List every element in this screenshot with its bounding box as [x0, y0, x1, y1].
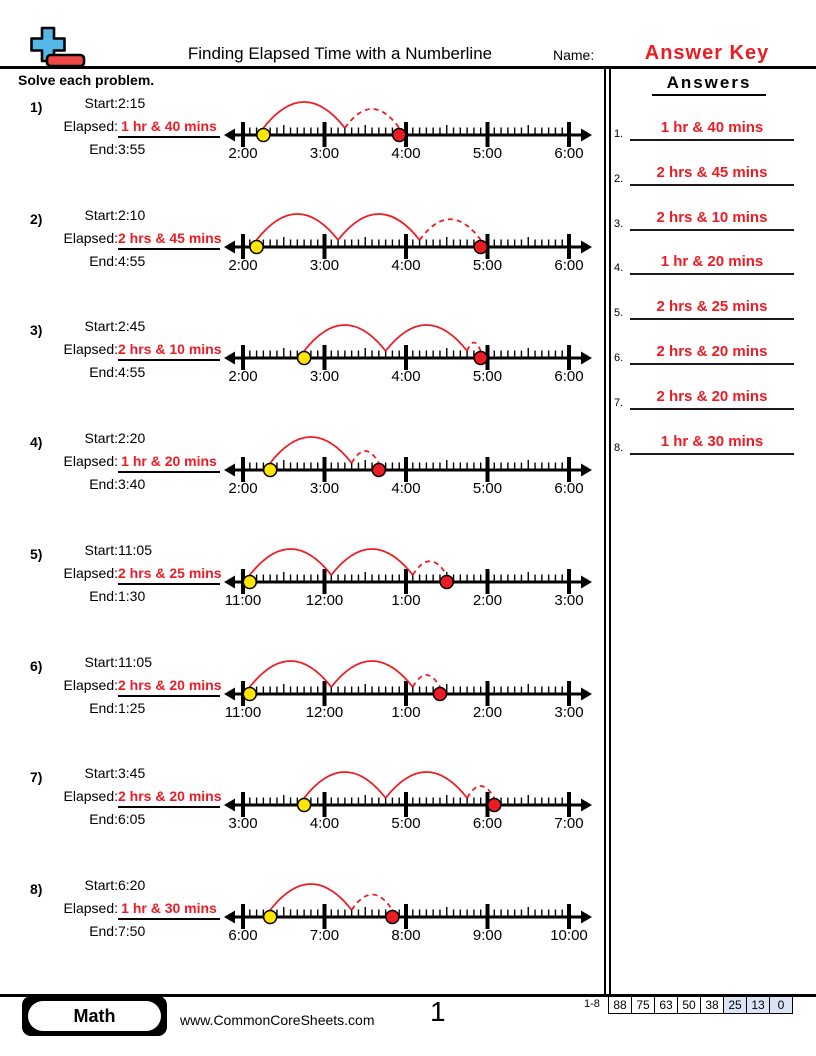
- answers-divider-line: [604, 68, 606, 995]
- score-cell: 75: [631, 996, 655, 1014]
- svg-text:6:00: 6:00: [554, 368, 584, 386]
- svg-text:5:00: 5:00: [391, 815, 421, 833]
- end-row: [0, 253, 145, 269]
- elapsed-row: [0, 118, 220, 138]
- elapsed-value: 1 hr & 30 mins: [118, 900, 220, 920]
- elapsed-label: Elapsed:: [63, 564, 118, 581]
- end-row: [0, 700, 145, 716]
- start-row: [0, 95, 145, 111]
- answer-value: 2 hrs & 20 mins: [630, 343, 794, 365]
- problem-block: [0, 877, 600, 989]
- plus-minus-logo-icon: [28, 26, 92, 70]
- end-row: [0, 588, 145, 604]
- answer-item: [610, 253, 810, 283]
- score-cell: 38: [700, 996, 724, 1014]
- elapsed-value: 2 hrs & 10 mins: [118, 341, 220, 361]
- answers-divider-line: [609, 68, 611, 995]
- start-label: Start:: [84, 95, 118, 111]
- numberline: [223, 318, 593, 386]
- problem-block: [0, 318, 600, 430]
- end-value: 1:30: [118, 587, 146, 604]
- numberline: [223, 430, 593, 498]
- problem-number: 5): [30, 545, 43, 562]
- numberline: [223, 654, 593, 722]
- end-label: End:: [89, 476, 118, 493]
- elapsed-row: [0, 453, 220, 473]
- elapsed-row: [0, 677, 220, 697]
- svg-text:3:00: 3:00: [309, 368, 340, 386]
- svg-text:3:00: 3:00: [309, 145, 340, 162]
- elapsed-row: [0, 565, 220, 585]
- instruction-text: Solve each problem.: [18, 72, 155, 88]
- score-cell: 63: [654, 996, 678, 1014]
- header-divider: [0, 66, 816, 69]
- svg-text:7:00: 7:00: [309, 926, 340, 944]
- problem-number: 1): [30, 99, 43, 115]
- score-cell: 50: [677, 996, 701, 1014]
- start-value: 2:15: [118, 95, 146, 111]
- elapsed-label: Elapsed:: [63, 341, 118, 358]
- answer-value: 1 hr & 40 mins: [630, 119, 794, 141]
- score-cell: 25: [723, 996, 747, 1014]
- svg-text:2:00: 2:00: [228, 256, 258, 274]
- answer-number: 2.: [614, 172, 624, 185]
- elapsed-row: [0, 900, 220, 920]
- start-row: [0, 654, 152, 670]
- svg-text:4:00: 4:00: [391, 480, 421, 498]
- elapsed-value: 1 hr & 40 mins: [118, 118, 220, 138]
- name-label: Name:: [553, 47, 595, 63]
- svg-text:5:00: 5:00: [472, 480, 503, 498]
- svg-text:6:00: 6:00: [228, 926, 258, 944]
- start-value: 6:20: [118, 876, 146, 893]
- answer-item: [610, 298, 810, 328]
- svg-text:6:00: 6:00: [554, 145, 584, 162]
- numberline: [223, 207, 593, 275]
- logo-minus-shape: [47, 55, 84, 66]
- start-label: Start:: [84, 653, 118, 670]
- start-value: 2:10: [118, 206, 146, 223]
- problem-number: 2): [30, 210, 43, 227]
- svg-text:1:00: 1:00: [391, 703, 421, 721]
- svg-text:4:00: 4:00: [391, 145, 421, 162]
- problem-number: 4): [30, 434, 43, 451]
- end-row: [0, 141, 145, 157]
- end-label: End:: [89, 252, 118, 269]
- answer-value: 2 hrs & 20 mins: [630, 388, 794, 410]
- answer-number: 7.: [614, 396, 624, 409]
- svg-text:2:00: 2:00: [472, 591, 503, 609]
- elapsed-label: Elapsed:: [63, 453, 118, 470]
- problem-block: [0, 542, 600, 654]
- svg-text:3:00: 3:00: [228, 815, 258, 833]
- start-value: 11:05: [118, 653, 152, 670]
- elapsed-value: 1 hr & 20 mins: [118, 453, 220, 473]
- svg-text:3:00: 3:00: [309, 256, 340, 274]
- start-row: [0, 207, 145, 223]
- answer-item: [610, 343, 810, 373]
- numberline: [223, 542, 593, 610]
- start-row: [0, 430, 145, 446]
- score-cell: 13: [746, 996, 770, 1014]
- end-row: [0, 476, 145, 492]
- website-text: www.CommonCoreSheets.com: [180, 1012, 375, 1028]
- answer-value: 1 hr & 30 mins: [630, 433, 794, 455]
- answer-value: 2 hrs & 25 mins: [630, 298, 794, 320]
- svg-text:2:00: 2:00: [228, 480, 258, 498]
- start-value: 2:20: [118, 430, 146, 447]
- end-value: 4:55: [118, 252, 146, 269]
- answer-value: 1 hr & 20 mins: [630, 253, 794, 275]
- elapsed-row: [0, 788, 220, 808]
- svg-text:1:00: 1:00: [391, 591, 421, 609]
- elapsed-value: 2 hrs & 20 mins: [118, 788, 220, 808]
- answer-number: 3.: [614, 217, 624, 230]
- answer-item: [610, 119, 810, 149]
- subject-badge: [22, 996, 167, 1036]
- score-cell: 0: [769, 996, 793, 1014]
- end-row: [0, 811, 145, 827]
- end-label: End:: [89, 141, 118, 157]
- svg-text:12:00: 12:00: [305, 591, 344, 609]
- svg-text:3:00: 3:00: [554, 591, 584, 609]
- answer-number: 4.: [614, 262, 624, 275]
- end-value: 7:50: [118, 922, 146, 939]
- svg-text:9:00: 9:00: [472, 926, 503, 944]
- end-label: End:: [89, 811, 118, 828]
- answer-item: [610, 433, 810, 463]
- score-table: [608, 996, 793, 1014]
- end-row: [0, 364, 145, 380]
- problem-number: 6): [30, 657, 43, 674]
- elapsed-label: Elapsed:: [63, 676, 118, 693]
- end-value: 3:55: [118, 141, 146, 157]
- problem-number: 3): [30, 322, 43, 339]
- svg-text:4:00: 4:00: [309, 815, 340, 833]
- svg-text:4:00: 4:00: [391, 256, 421, 274]
- problem-block: [0, 207, 600, 319]
- answers-heading: Answers: [652, 73, 766, 96]
- elapsed-row: [0, 341, 220, 361]
- end-value: 4:55: [118, 364, 146, 381]
- svg-text:6:00: 6:00: [472, 815, 503, 833]
- numberline: [223, 877, 593, 945]
- answer-number: 8.: [614, 441, 624, 454]
- answer-number: 5.: [614, 307, 624, 320]
- svg-text:5:00: 5:00: [472, 368, 503, 386]
- numberline: [223, 95, 593, 163]
- start-label: Start:: [84, 206, 118, 223]
- svg-text:5:00: 5:00: [472, 256, 503, 274]
- svg-text:6:00: 6:00: [554, 480, 584, 498]
- svg-text:5:00: 5:00: [472, 145, 503, 162]
- elapsed-value: 2 hrs & 20 mins: [118, 677, 220, 697]
- start-label: Start:: [84, 430, 118, 447]
- problem-number: 7): [30, 769, 43, 786]
- elapsed-label: Elapsed:: [63, 229, 118, 246]
- answer-value: 2 hrs & 45 mins: [630, 164, 794, 186]
- end-value: 1:25: [118, 699, 146, 716]
- svg-text:2:00: 2:00: [228, 145, 258, 162]
- svg-text:8:00: 8:00: [391, 926, 421, 944]
- start-value: 2:45: [118, 318, 146, 335]
- elapsed-value: 2 hrs & 25 mins: [118, 565, 220, 585]
- end-row: [0, 923, 145, 939]
- end-label: End:: [89, 922, 118, 939]
- svg-text:3:00: 3:00: [309, 480, 340, 498]
- svg-text:11:00: 11:00: [224, 703, 262, 721]
- problem-block: [0, 765, 600, 877]
- end-value: 6:05: [118, 811, 146, 828]
- page-number: 1: [430, 996, 446, 1027]
- elapsed-label: Elapsed:: [63, 788, 118, 805]
- end-value: 3:40: [118, 476, 146, 493]
- problem-block: [0, 654, 600, 766]
- answer-number: 1.: [614, 128, 624, 140]
- score-cell: 88: [608, 996, 632, 1014]
- start-label: Start:: [84, 318, 118, 335]
- svg-text:6:00: 6:00: [554, 256, 584, 274]
- start-value: 11:05: [118, 541, 152, 558]
- elapsed-label: Elapsed:: [63, 899, 118, 916]
- score-range-label: 1-8: [584, 998, 600, 1010]
- svg-text:11:00: 11:00: [224, 591, 262, 609]
- answer-item: [610, 388, 810, 418]
- start-row: [0, 765, 145, 781]
- problem-number: 8): [30, 880, 43, 897]
- start-row: [0, 318, 145, 334]
- answer-item: [610, 209, 810, 239]
- start-label: Start:: [84, 541, 118, 558]
- problem-block: [0, 95, 600, 207]
- end-label: End:: [89, 364, 118, 381]
- start-row: [0, 877, 145, 893]
- end-label: End:: [89, 699, 118, 716]
- svg-text:7:00: 7:00: [554, 815, 584, 833]
- subject-label: Math: [28, 1001, 161, 1031]
- svg-text:2:00: 2:00: [472, 703, 503, 721]
- answer-item: [610, 164, 810, 194]
- end-label: End:: [89, 587, 118, 604]
- svg-text:3:00: 3:00: [554, 703, 584, 721]
- answer-key-text: Answer Key: [644, 42, 770, 64]
- elapsed-row: [0, 230, 220, 250]
- svg-text:4:00: 4:00: [391, 368, 421, 386]
- start-value: 3:45: [118, 765, 146, 782]
- svg-text:2:00: 2:00: [228, 368, 258, 386]
- page-title: Finding Elapsed Time with a Numberline: [187, 44, 493, 63]
- start-row: [0, 542, 152, 558]
- svg-text:10:00: 10:00: [550, 926, 588, 944]
- answer-value: 2 hrs & 10 mins: [630, 209, 794, 231]
- start-label: Start:: [84, 876, 118, 893]
- start-label: Start:: [84, 765, 118, 782]
- answer-number: 6.: [614, 352, 624, 364]
- problem-block: [0, 430, 600, 542]
- elapsed-label: Elapsed:: [63, 118, 118, 134]
- numberline: [223, 765, 593, 833]
- svg-text:12:00: 12:00: [305, 703, 344, 721]
- elapsed-value: 2 hrs & 45 mins: [118, 230, 220, 250]
